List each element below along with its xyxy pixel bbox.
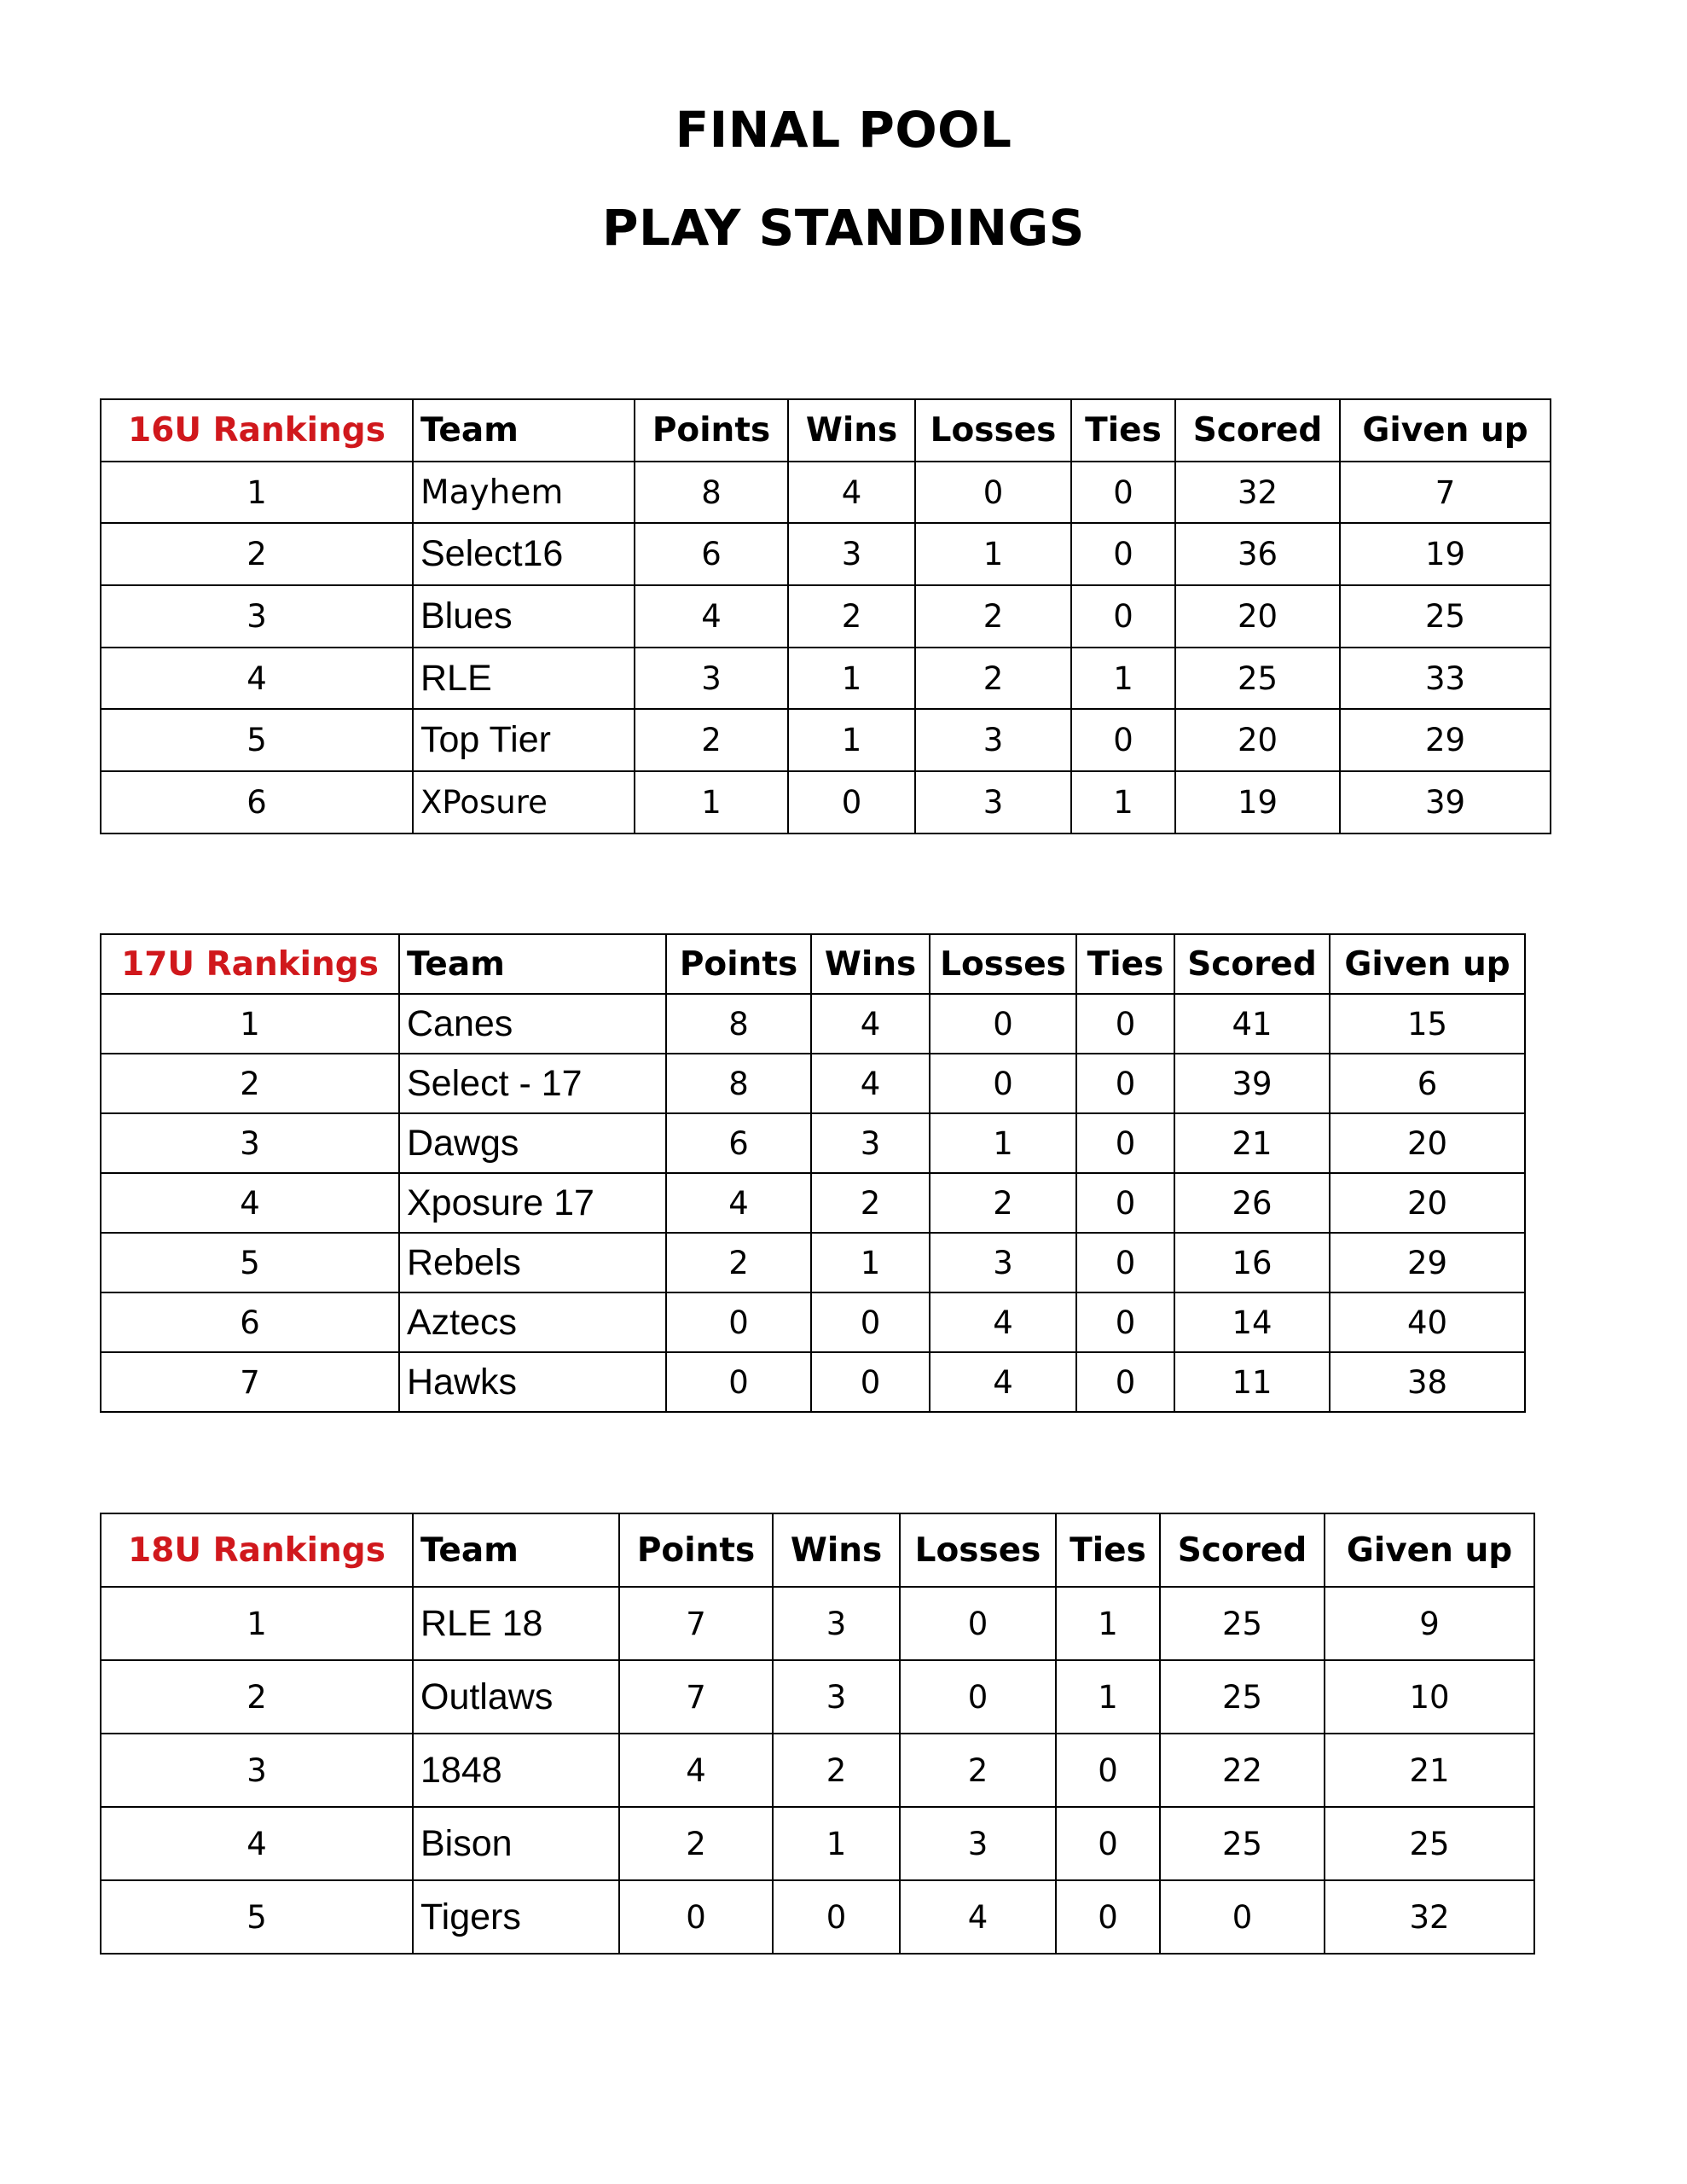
header-row [101,399,1551,462]
rank-cell: 1 [101,462,413,524]
team-cell: Hawks [399,1352,666,1412]
rank-cell: 3 [101,1113,399,1173]
given-up-cell: 29 [1330,1233,1525,1292]
wins-header: Wins [788,399,915,462]
rank-cell: 2 [101,1054,399,1113]
rank-cell: 4 [101,1807,413,1880]
table-row [101,771,1551,834]
wins-cell: 1 [788,709,915,771]
losses-cell: 3 [915,709,1071,771]
table-row [101,1292,1525,1352]
team-cell: RLE 18 [413,1587,619,1660]
table-row [101,1113,1525,1173]
given-up-cell: 20 [1330,1113,1525,1173]
given-up-cell: 33 [1340,648,1551,710]
scored-cell: 20 [1175,585,1340,648]
team-cell: Dawgs [399,1113,666,1173]
rank-cell: 1 [101,994,399,1054]
wins-cell: 4 [788,462,915,524]
rank-cell: 1 [101,1587,413,1660]
team-header: Team [413,399,635,462]
table-row [101,1054,1525,1113]
points-cell: 1 [635,771,788,834]
ties-cell: 1 [1071,771,1175,834]
team-cell: Select16 [413,523,635,585]
given-up-header: Given up [1340,399,1551,462]
scored-cell: 32 [1175,462,1340,524]
rank-cell: 6 [101,771,413,834]
given-up-cell: 29 [1340,709,1551,771]
wins-cell: 4 [811,1054,930,1113]
ties-header: Ties [1056,1513,1160,1587]
ties-cell: 0 [1076,1113,1174,1173]
points-cell: 8 [666,994,811,1054]
losses-cell: 3 [915,771,1071,834]
table-row [101,1660,1534,1734]
points-cell: 2 [619,1807,773,1880]
losses-cell: 1 [915,523,1071,585]
team-header: Team [399,934,666,994]
table-row [101,994,1525,1054]
standings-table-16u [100,398,1551,834]
scored-cell: 11 [1174,1352,1330,1412]
team-cell: Canes [399,994,666,1054]
table-row [101,462,1551,524]
points-cell: 8 [635,462,788,524]
given-up-cell: 10 [1325,1660,1534,1734]
losses-header: Losses [930,934,1076,994]
given-up-header: Given up [1330,934,1525,994]
standings-table-17u [100,933,1526,1413]
given-up-cell: 9 [1325,1587,1534,1660]
rank-cell: 4 [101,1173,399,1233]
rankings-header: 18U Rankings [101,1513,413,1587]
page-title-line-1: FINAL POOL [675,101,1012,159]
rank-cell: 3 [101,1734,413,1807]
ties-header: Ties [1076,934,1174,994]
table-row [101,1587,1534,1660]
scored-cell: 21 [1174,1113,1330,1173]
ties-cell: 0 [1071,523,1175,585]
scored-cell: 41 [1174,994,1330,1054]
points-header: Points [619,1513,773,1587]
losses-cell: 0 [915,462,1071,524]
wins-cell: 0 [773,1880,900,1954]
losses-cell: 3 [930,1233,1076,1292]
points-cell: 8 [666,1054,811,1113]
wins-header: Wins [773,1513,900,1587]
points-cell: 0 [666,1292,811,1352]
rankings-header: 17U Rankings [101,934,399,994]
scored-cell: 25 [1160,1660,1325,1734]
given-up-cell: 38 [1330,1352,1525,1412]
rank-cell: 6 [101,1292,399,1352]
team-cell: Rebels [399,1233,666,1292]
standings-table-18u [100,1513,1535,1955]
given-up-cell: 32 [1325,1880,1534,1954]
scored-header: Scored [1175,399,1340,462]
wins-cell: 3 [788,523,915,585]
page-title-line-2: PLAY STANDINGS [602,199,1085,257]
rank-cell: 7 [101,1352,399,1412]
wins-cell: 4 [811,994,930,1054]
table-row [101,648,1551,710]
ties-cell: 0 [1056,1807,1160,1880]
ties-cell: 0 [1076,1233,1174,1292]
rank-cell: 2 [101,1660,413,1734]
rank-cell: 2 [101,523,413,585]
team-cell: Blues [413,585,635,648]
points-cell: 4 [635,585,788,648]
losses-cell: 4 [930,1352,1076,1412]
losses-cell: 2 [900,1734,1056,1807]
ties-cell: 1 [1071,648,1175,710]
ties-cell: 0 [1071,585,1175,648]
points-cell: 6 [666,1113,811,1173]
given-up-cell: 21 [1325,1734,1534,1807]
wins-cell: 3 [773,1660,900,1734]
points-cell: 6 [635,523,788,585]
losses-cell: 4 [930,1292,1076,1352]
team-cell: Aztecs [399,1292,666,1352]
ties-cell: 0 [1076,1054,1174,1113]
scored-cell: 14 [1174,1292,1330,1352]
wins-cell: 2 [773,1734,900,1807]
table-row [101,709,1551,771]
scored-cell: 20 [1175,709,1340,771]
wins-cell: 3 [811,1113,930,1173]
wins-cell: 1 [773,1807,900,1880]
losses-cell: 4 [900,1880,1056,1954]
scored-cell: 19 [1175,771,1340,834]
rank-cell: 5 [101,1880,413,1954]
ties-cell: 0 [1076,1173,1174,1233]
given-up-cell: 25 [1325,1807,1534,1880]
ties-cell: 0 [1076,1292,1174,1352]
wins-cell: 2 [811,1173,930,1233]
scored-header: Scored [1160,1513,1325,1587]
team-cell: RLE [413,648,635,710]
points-cell: 0 [619,1880,773,1954]
given-up-cell: 15 [1330,994,1525,1054]
ties-cell: 0 [1076,1352,1174,1412]
scored-cell: 25 [1160,1807,1325,1880]
table-row [101,1807,1534,1880]
team-cell: Mayhem [413,462,635,524]
scored-cell: 16 [1174,1233,1330,1292]
losses-cell: 2 [915,585,1071,648]
losses-header: Losses [915,399,1071,462]
given-up-cell: 6 [1330,1054,1525,1113]
points-cell: 2 [666,1233,811,1292]
wins-cell: 3 [773,1587,900,1660]
team-cell: 1848 [413,1734,619,1807]
losses-cell: 0 [900,1587,1056,1660]
given-up-header: Given up [1325,1513,1534,1587]
given-up-cell: 39 [1340,771,1551,834]
given-up-cell: 20 [1330,1173,1525,1233]
header-row [101,934,1525,994]
scored-cell: 39 [1174,1054,1330,1113]
ties-cell: 0 [1071,709,1175,771]
rank-cell: 4 [101,648,413,710]
team-cell: Xposure 17 [399,1173,666,1233]
table-row [101,1233,1525,1292]
rankings-header: 16U Rankings [101,399,413,462]
ties-header: Ties [1071,399,1175,462]
table-row [101,1352,1525,1412]
points-header: Points [635,399,788,462]
losses-cell: 3 [900,1807,1056,1880]
losses-cell: 1 [930,1113,1076,1173]
team-cell: Top Tier [413,709,635,771]
points-cell: 2 [635,709,788,771]
table-row [101,1173,1525,1233]
scored-cell: 26 [1174,1173,1330,1233]
ties-cell: 1 [1056,1660,1160,1734]
team-header: Team [413,1513,619,1587]
points-cell: 4 [666,1173,811,1233]
table-row [101,585,1551,648]
scored-header: Scored [1174,934,1330,994]
table-row [101,523,1551,585]
rank-cell: 5 [101,709,413,771]
ties-cell: 0 [1071,462,1175,524]
wins-cell: 0 [811,1352,930,1412]
ties-cell: 0 [1056,1880,1160,1954]
team-cell: Tigers [413,1880,619,1954]
wins-header: Wins [811,934,930,994]
rank-cell: 5 [101,1233,399,1292]
scored-cell: 22 [1160,1734,1325,1807]
scored-cell: 0 [1160,1880,1325,1954]
wins-cell: 1 [811,1233,930,1292]
rank-cell: 3 [101,585,413,648]
scored-cell: 25 [1160,1587,1325,1660]
losses-cell: 2 [915,648,1071,710]
wins-cell: 2 [788,585,915,648]
table-row [101,1734,1534,1807]
header-row [101,1513,1534,1587]
team-cell: Outlaws [413,1660,619,1734]
given-up-cell: 7 [1340,462,1551,524]
points-cell: 7 [619,1587,773,1660]
ties-cell: 1 [1056,1587,1160,1660]
ties-cell: 0 [1056,1734,1160,1807]
losses-cell: 2 [930,1173,1076,1233]
team-cell: Select - 17 [399,1054,666,1113]
scored-cell: 25 [1175,648,1340,710]
table-row [101,1880,1534,1954]
team-cell: Bison [413,1807,619,1880]
given-up-cell: 25 [1340,585,1551,648]
points-cell: 3 [635,648,788,710]
losses-cell: 0 [930,1054,1076,1113]
losses-cell: 0 [900,1660,1056,1734]
points-cell: 0 [666,1352,811,1412]
losses-header: Losses [900,1513,1056,1587]
wins-cell: 1 [788,648,915,710]
given-up-cell: 40 [1330,1292,1525,1352]
points-header: Points [666,934,811,994]
given-up-cell: 19 [1340,523,1551,585]
points-cell: 4 [619,1734,773,1807]
scored-cell: 36 [1175,523,1340,585]
team-cell: XPosure [413,771,635,834]
points-cell: 7 [619,1660,773,1734]
losses-cell: 0 [930,994,1076,1054]
wins-cell: 0 [811,1292,930,1352]
wins-cell: 0 [788,771,915,834]
ties-cell: 0 [1076,994,1174,1054]
